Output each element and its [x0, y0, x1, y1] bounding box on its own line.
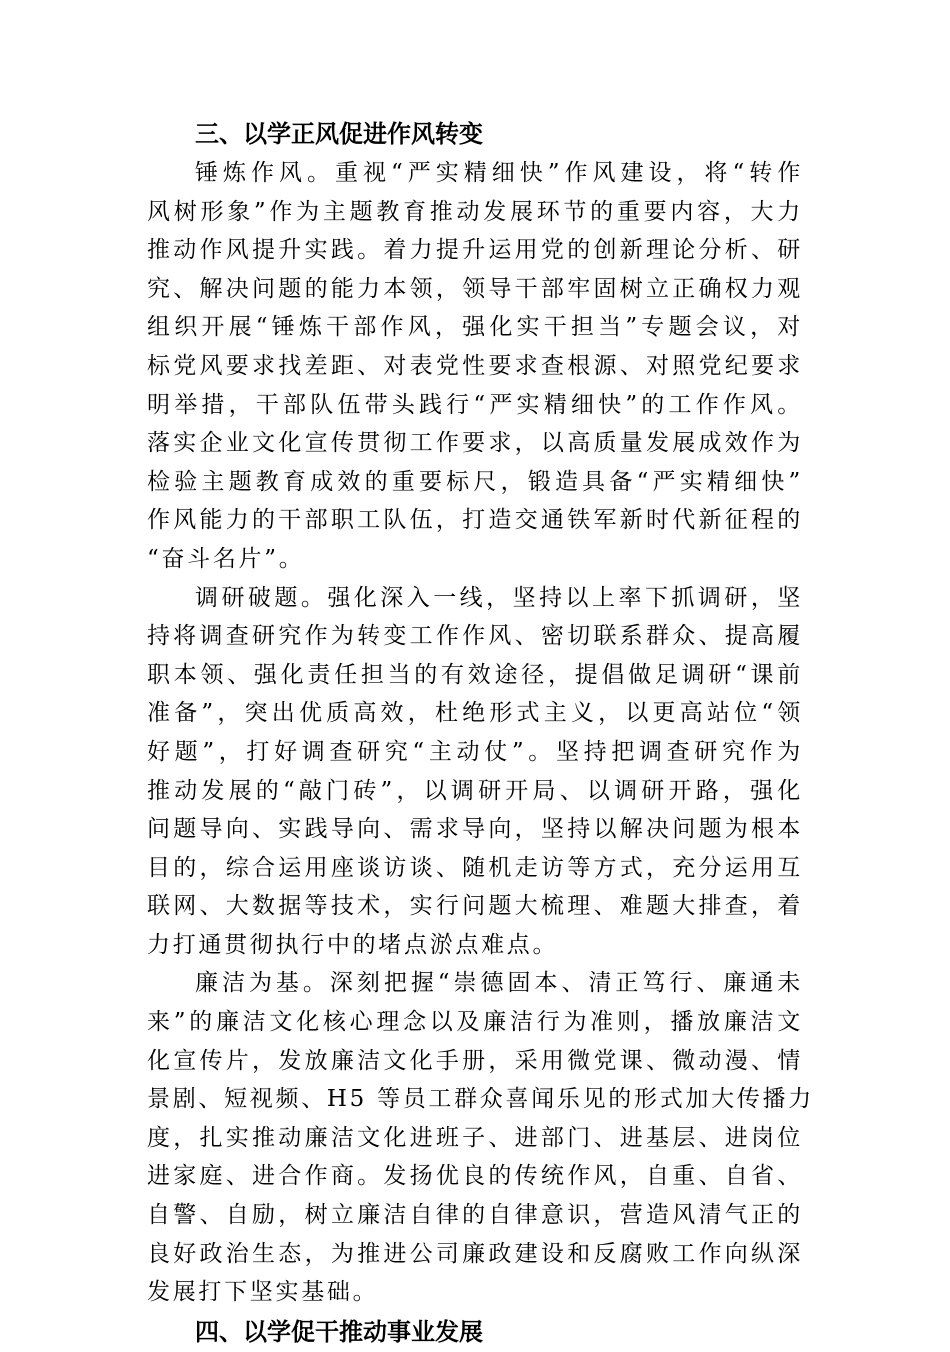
text-line: 作风能力的干部职工队伍，打造交通铁军新时代新征程的 — [147, 507, 803, 534]
text-line: 明举措，干部队伍带头践行“严实精细快”的工作作风。 — [147, 391, 803, 418]
document-body — [147, 114, 814, 1352]
text-line: 来”的廉洁文化核心理念以及廉洁行为准则，播放廉洁文 — [147, 1009, 803, 1036]
text-line: 职本领、强化责任担当的有效途径，提倡做足调研“课前 — [147, 661, 803, 688]
paragraph-lianjie-weiji — [147, 964, 814, 1311]
paragraph-diaoyan-poti — [147, 579, 803, 965]
text-line: 力打通贯彻执行中的堵点淤点难点。 — [147, 931, 559, 958]
text-line: 持将调查研究作为转变工作作风、密切联系群众、提高履 — [147, 623, 803, 650]
text-line: 联网、大数据等技术，实行问题大梳理、难题大排查，着 — [147, 893, 803, 920]
text-line: 廉洁为基。深刻把握“崇德固本、清正笃行、廉通未 — [195, 970, 803, 997]
text-line: 风树形象”作为主题教育推动发展环节的重要内容，大力 — [147, 198, 803, 225]
text-line: 组织开展“锤炼干部作风，强化实干担当”专题会议，对 — [147, 314, 803, 341]
text-line: 好题”，打好调查研究“主动仗”。坚持把调查研究作为 — [147, 738, 803, 765]
text-line: 化宣传片，发放廉洁文化手册，采用微党课、微动漫、情 — [147, 1047, 803, 1074]
text-line: 景剧、短视频、H5 等员工群众喜闻乐见的形式加大传播力 — [147, 1086, 814, 1113]
text-line: 推动作风提升实践。着力提升运用党的创新理论分析、研 — [147, 237, 803, 264]
text-line: 标党风要求找差距、对表党性要求查根源、对照党纪要求 — [147, 352, 803, 379]
text-line: 发展打下坚实基础。 — [147, 1279, 379, 1306]
text-line: 进家庭、进合作商。发扬优良的传统作风，自重、自省、 — [147, 1163, 803, 1190]
text-line: 推动发展的“敲门砖”，以调研开局、以调研开路，强化 — [147, 777, 803, 804]
section-heading-4: 四、以学促干推动事业发展 — [195, 1317, 483, 1346]
text-line: 自警、自励，树立廉洁自律的自律意识，营造风清气正的 — [147, 1202, 803, 1229]
text-line: 检验主题教育成效的重要标尺，锻造具备“严实精细快” — [147, 468, 803, 495]
text-line: 度，扎实推动廉洁文化进班子、进部门、进基层、进岗位 — [147, 1124, 803, 1151]
text-line: 调研破题。强化深入一线，坚持以上率下抓调研，坚 — [195, 584, 803, 611]
text-line: 良好政治生态，为推进公司廉政建设和反腐败工作向纵深 — [147, 1240, 803, 1267]
text-line: 目的，综合运用座谈访谈、随机走访等方式，充分运用互 — [147, 854, 803, 881]
section-heading-3: 三、以学正风促进作风转变 — [195, 120, 483, 148]
paragraph-duanlian-zuofeng — [147, 154, 803, 579]
text-line: 锤炼作风。重视“严实精细快”作风建设，将“转作 — [195, 160, 803, 186]
text-line: 究、解决问题的能力本领，领导干部牢固树立正确权力观 — [147, 275, 803, 302]
text-line: “奋斗名片”。 — [147, 545, 305, 572]
text-line: 问题导向、实践导向、需求导向，坚持以解决问题为根本 — [147, 816, 803, 843]
text-line: 落实企业文化宣传贯彻工作要求，以高质量发展成效作为 — [147, 430, 803, 457]
text-line: 准备”，突出优质高效，杜绝形式主义，以更高站位“领 — [147, 700, 803, 727]
